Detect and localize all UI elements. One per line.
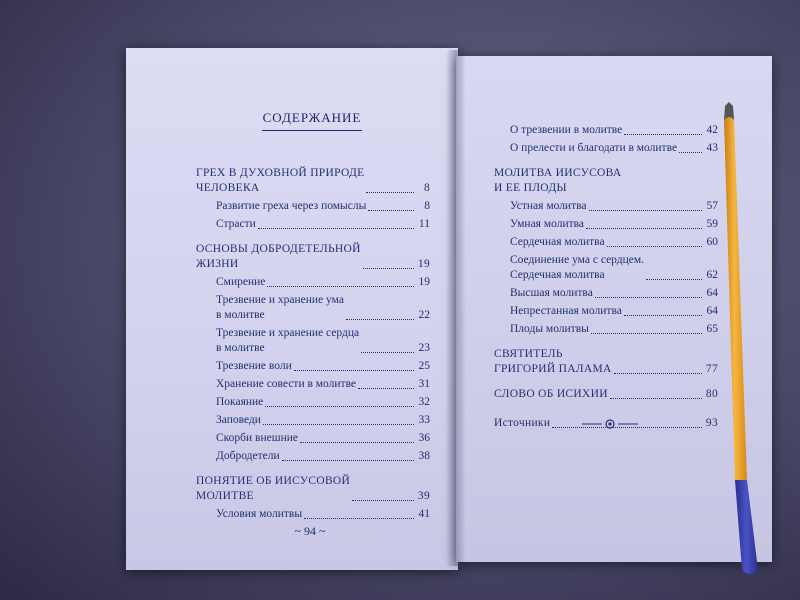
- toc-entry-page: 36: [418, 432, 430, 444]
- book-spine: [446, 50, 466, 566]
- toc-leader-dots: [294, 370, 414, 371]
- toc-entry-page: 25: [418, 360, 430, 372]
- toc-entry-label: Непрестанная молитва: [510, 305, 622, 317]
- toc-entry-label: Трезвение и хранение сердца в молитве: [216, 327, 360, 354]
- toc-entry-label: Заповеди: [216, 414, 261, 426]
- toc-leader-dots: [263, 424, 414, 425]
- toc-leader-dots: [679, 152, 702, 153]
- toc-entry-label: Скорби внешние: [216, 432, 299, 444]
- toc-entry: [510, 304, 718, 319]
- toc-leader-dots: [610, 398, 702, 399]
- toc-entry: [216, 507, 430, 522]
- toc-entry: [216, 359, 430, 374]
- toc-entry-page: 8: [424, 200, 430, 212]
- toc-entry: [510, 141, 718, 156]
- toc-entry: [510, 199, 718, 214]
- toc-entry: [216, 395, 430, 410]
- toc-leader-dots: [358, 388, 414, 389]
- toc-entry-label: Умная молитва: [510, 218, 585, 230]
- toc-entry: [510, 253, 718, 283]
- toc-entry-label: Источники: [494, 417, 551, 429]
- toc-leader-dots: [614, 373, 702, 374]
- toc-entry-page: 22: [418, 309, 430, 321]
- toc-entry: [510, 322, 718, 337]
- toc-entry-label: Смирение: [216, 276, 266, 288]
- toc-entry-page: 59: [706, 218, 718, 230]
- toc-entry-page: 42: [706, 124, 718, 136]
- toc-entry-label: Развитие греха через помыслы: [216, 200, 367, 212]
- toc-entry-page: 64: [706, 287, 718, 299]
- toc-entry-page: 80: [705, 388, 718, 400]
- ornament-icon: [582, 418, 638, 430]
- toc-entry: [196, 242, 430, 272]
- page-number-left-ornament: ~: [294, 524, 301, 538]
- toc-entry-page: 11: [418, 218, 430, 230]
- toc-entry: [494, 166, 718, 196]
- pen-icon: [700, 100, 780, 580]
- toc-entry-page: 93: [705, 417, 718, 429]
- toc-leader-dots: [363, 268, 414, 269]
- toc-leader-dots: [258, 228, 414, 229]
- toc-entry-label: Трезвение воли: [216, 360, 292, 372]
- toc-leader-dots: [595, 297, 702, 298]
- toc-entry: [216, 217, 430, 232]
- toc-entry: [196, 166, 430, 196]
- toc-leader-dots: [346, 319, 414, 320]
- toc-entry-page: 60: [706, 236, 718, 248]
- toc-entry-page: 64: [706, 305, 718, 317]
- toc-entry-page: 62: [706, 269, 718, 281]
- toc-leader-dots: [300, 442, 414, 443]
- toc-leader-dots: [646, 279, 702, 280]
- toc-entry-label: Покаяние: [216, 396, 264, 408]
- toc-entry-page: 33: [418, 414, 430, 426]
- toc-entry-label: ПОНЯТИЕ ОБ ИИСУСОВОЙ МОЛИТВЕ: [196, 475, 351, 502]
- page-number: [280, 524, 340, 539]
- toc-entry-label: Страсти: [216, 218, 256, 230]
- toc-leader-dots: [265, 406, 414, 407]
- toc-leader-dots: [624, 315, 702, 316]
- toc-entry-page: 65: [706, 323, 718, 335]
- toc-entry-label: Трезвение и хранение ума в молитве: [216, 294, 344, 321]
- toc-entry: [216, 377, 430, 392]
- toc-entry: [216, 199, 430, 214]
- toc-entry-label: ОСНОВЫ ДОБРОДЕТЕЛЬНОЙ ЖИЗНИ: [196, 243, 361, 270]
- toc-leader-dots: [589, 210, 703, 211]
- toc-entry: [216, 275, 430, 290]
- toc-entry: [216, 449, 430, 464]
- page-number-right-ornament: ~: [319, 524, 326, 538]
- toc-entry-page: 23: [418, 342, 430, 354]
- toc-leader-dots: [267, 286, 414, 287]
- toc-entry: [216, 293, 430, 323]
- toc-entry: [510, 235, 718, 250]
- toc-entry-label: Сердечная молитва: [510, 236, 605, 248]
- toc-entry-page: 39: [417, 490, 430, 502]
- toc-entry-label: О трезвении в молитве: [510, 124, 623, 136]
- toc-entry-page: 38: [418, 450, 430, 462]
- toc-leader-dots: [304, 518, 414, 519]
- toc-entry: [216, 431, 430, 446]
- toc-entry-page: 41: [418, 508, 430, 520]
- toc-leader-dots: [282, 460, 414, 461]
- toc-entry-label: Соединение ума с сердцем. Сердечная молитва: [510, 254, 645, 281]
- toc-entry-label: Плоды молитвы: [510, 323, 589, 335]
- toc-entry-page: 32: [418, 396, 430, 408]
- toc-title: СОДЕРЖАНИЕ: [262, 110, 362, 131]
- toc-entry: [216, 413, 430, 428]
- toc-entry-label: Условия молитвы: [216, 508, 303, 520]
- toc-leader-dots: [591, 333, 702, 334]
- toc-right-column: [494, 120, 718, 431]
- toc-leader-dots: [361, 352, 414, 353]
- toc-leader-dots: [366, 192, 414, 193]
- toc-entry: [196, 474, 430, 504]
- toc-left-column: [196, 166, 430, 522]
- toc-leader-dots: [624, 134, 702, 135]
- toc-entry-label: СЛОВО ОБ ИСИХИИ: [494, 388, 608, 400]
- toc-entry-label: СВЯТИТЕЛЬ ГРИГОРИЙ ПАЛАМА: [494, 348, 612, 375]
- toc-entry-label: Высшая молитва: [510, 287, 593, 299]
- toc-leader-dots: [368, 210, 414, 211]
- toc-entry-page: 19: [418, 276, 430, 288]
- toc-entry-page: 77: [705, 363, 718, 375]
- toc-entry: [510, 217, 718, 232]
- toc-entry-page: 19: [417, 258, 430, 270]
- toc-entry-label: О прелести и благодати в молитве: [510, 142, 678, 154]
- toc-entry-page: 31: [418, 378, 430, 390]
- toc-leader-dots: [586, 228, 702, 229]
- toc-entry-label: Устная молитва: [510, 200, 587, 212]
- toc-entry-label: Добродетели: [216, 450, 280, 462]
- toc-leader-dots: [352, 500, 414, 501]
- toc-entry-label: Хранение совести в молитве: [216, 378, 357, 390]
- page-number-value: 94: [304, 524, 316, 538]
- toc-entry-label: МОЛИТВА ИИСУСОВА И ЕЕ ПЛОДЫ: [494, 167, 622, 194]
- toc-entry: [216, 326, 430, 356]
- toc-entry: [510, 286, 718, 301]
- toc-entry: [510, 123, 718, 138]
- toc-leader-dots: [607, 246, 702, 247]
- toc-entry-page: 43: [706, 142, 718, 154]
- toc-entry-label: ГРЕХ В ДУХОВНОЙ ПРИРОДЕ ЧЕЛОВЕКА: [196, 167, 365, 194]
- toc-entry-page: 8: [423, 182, 430, 194]
- toc-entry: [494, 387, 718, 402]
- toc-entry: [494, 347, 718, 377]
- toc-entry-page: 57: [706, 200, 718, 212]
